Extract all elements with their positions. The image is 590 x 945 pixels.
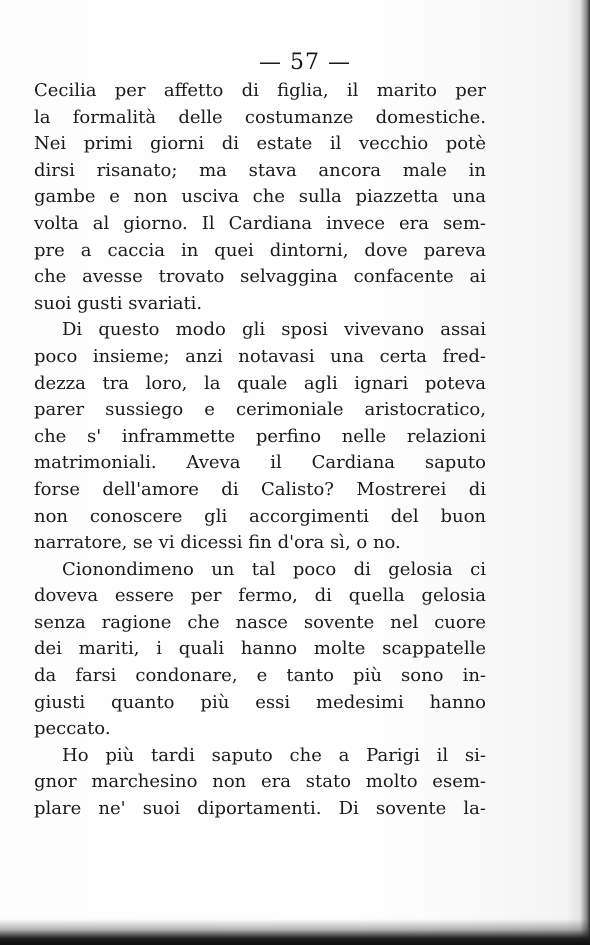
text-line: che avesse trovato selvaggina confacente ai — [34, 266, 486, 288]
text-line: senza ragione che nasce sovente nel cuore — [34, 611, 486, 633]
text-line: narratore, se vi dicessi fin d'ora sì, o no. — [34, 532, 401, 554]
text-line: Nei primi giorni di estate il vecchio potè — [34, 133, 486, 155]
text-line: volta al giorno. Il Cardiana invece era sem- — [34, 212, 486, 234]
text-line: suoi gusti svariati. — [34, 292, 203, 314]
body-text — [34, 78, 486, 823]
text-line: da farsi condonare, e tanto più sono in- — [34, 665, 486, 687]
text-line: parer sussiego e cerimoniale aristocratico, — [34, 399, 486, 421]
text-line: dirsi risanato; ma stava ancora male in — [34, 159, 486, 181]
text-line: plare ne' suoi diportamenti. Di sovente la- — [34, 798, 486, 820]
page-edge-shadow — [580, 0, 590, 945]
text-line: peccato. — [34, 718, 111, 740]
text-line: gambe e non usciva che sulla piazzetta una — [34, 186, 486, 208]
text-line: dei mariti, i quali hanno molte scappatelle — [34, 638, 486, 660]
text-line: matrimoniali. Aveva il Cardiana saputo — [34, 452, 486, 474]
page-number: — 57 — — [259, 50, 351, 75]
text-line: la formalità delle costumanze domestiche. — [34, 106, 486, 128]
text-line: doveva essere per fermo, di quella gelosia — [34, 585, 486, 607]
text-line: Di questo modo gli sposi vivevano assai — [62, 319, 486, 341]
text-line: che s' inframmette perfino nelle relazioni — [34, 425, 486, 447]
text-line: gnor marchesino non era stato molto esem- — [34, 771, 486, 793]
text-line: pre a caccia in quei dintorni, dove pareva — [34, 239, 486, 261]
text-line: forse dell'amore di Calisto? Mostrerei di — [34, 478, 486, 500]
text-line: Ho più tardi saputo che a Parigi il si- — [62, 744, 486, 766]
text-line: Cionondimeno un tal poco di gelosia ci — [62, 558, 486, 580]
text-line: giusti quanto più essi medesimi hanno — [34, 691, 486, 713]
text-line: Cecilia per affetto di figlia, il marito per — [34, 80, 486, 101]
text-line: dezza tra loro, la quale agli ignari poteva — [34, 372, 486, 394]
text-line: poco insieme; anzi notavasi una certa fred- — [34, 345, 486, 367]
page-bottom-shadow — [0, 919, 590, 945]
text-line: non conoscere gli accorgimenti del buon — [34, 505, 486, 527]
